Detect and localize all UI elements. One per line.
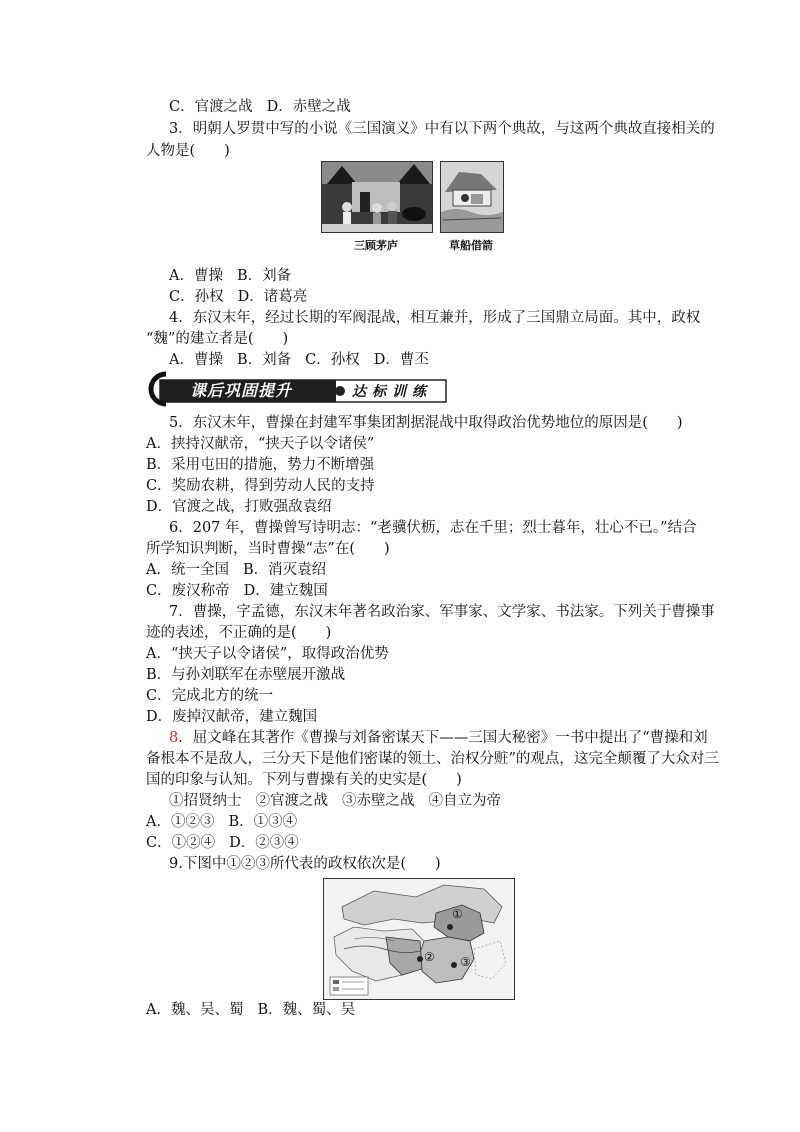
q3-stem-line2: 人物是( ) <box>146 143 230 159</box>
q8-stem-line1 <box>169 728 708 748</box>
q7-stem-line2: 迹的表述，不正确的是( ) <box>146 625 332 641</box>
q8-stem-line3: 国的印象与认知。下列与曹操有关的史实是( ) <box>146 772 462 788</box>
q9-option-a: A．魏、吴、蜀 <box>146 1002 244 1018</box>
q6-option-d: D．建立魏国 <box>243 583 328 599</box>
q9-option-b: B．魏、蜀、吴 <box>257 1002 356 1018</box>
q8-item-4: ④自立为帝 <box>428 793 501 809</box>
three-visits-caption: 三顾茅庐 <box>354 239 398 252</box>
borrowing-arrows-image <box>440 161 504 233</box>
q6-options-ab <box>146 560 326 580</box>
q8-item-2: ②官渡之战 <box>255 793 328 809</box>
q7-option-b: B．与孙刘联军在赤壁展开激战 <box>146 667 346 683</box>
q8-item-1: ①招贤纳士 <box>169 793 242 809</box>
q4-stem-line1: 4．东汉末年，经过长期的军阀混战，相互兼并，形成了三国鼎立局面。其中，政权 <box>169 310 701 326</box>
q7-option-a: A．“挟天子以令诸侯”，取得政治优势 <box>146 646 389 662</box>
map-label-3: ③ <box>460 955 471 969</box>
q5-option-d: D．官渡之战，打败强敌袁绍 <box>146 499 332 515</box>
q4-stem-line2: “魏”的建立者是( ) <box>146 331 289 347</box>
q9-stem: 9.下图中①②③所代表的政权依次是( ) <box>169 856 441 872</box>
q9-options-ab <box>146 1000 355 1020</box>
q7-option-c: C．完成北方的统一 <box>146 688 274 704</box>
map-label-1: ① <box>452 907 463 921</box>
q8-option-b: B．①③④ <box>228 814 298 830</box>
three-visits-image <box>321 161 433 233</box>
q5-option-a: A．挟持汉献帝，“挟天子以令诸侯” <box>146 436 375 452</box>
banner-subtitle: 达标训练 <box>352 384 432 400</box>
q3-option-b: B．刘备 <box>236 268 292 284</box>
q2-options-cd <box>169 97 351 117</box>
q4-option-a: A．曹操 <box>169 352 223 368</box>
q5-option-c: C．奖励农耕，得到劳动人民的支持 <box>146 478 375 494</box>
section-banner <box>146 371 448 407</box>
q4-option-d: D．曹丕 <box>373 352 429 368</box>
q7-option-d: D．废掉汉献帝，建立魏国 <box>146 709 318 725</box>
q6-stem-line1: 6．207 年，曹操曾写诗明志：“老骥伏枥，志在千里；烈士暮年，壮心不已。”结合 <box>169 520 697 536</box>
q3-options-ab <box>169 266 291 286</box>
q5-stem: 5．东汉末年，曹操在封建军事集团割据混战中取得政治优势地位的原因是( ) <box>169 415 683 431</box>
q8-items <box>169 791 501 811</box>
q3-stem-line1: 3．明朝人罗贯中写的小说《三国演义》中有以下两个典故，与这两个典故直接相关的 <box>169 121 715 137</box>
q8-item-3: ③赤壁之战 <box>342 793 415 809</box>
q4-option-b: B．刘备 <box>236 352 292 368</box>
q3-option-c: C．孙权 <box>169 289 224 305</box>
map-label-2: ② <box>424 950 435 964</box>
q7-stem-line1: 7．曹操，字孟德，东汉末年著名政治家、军事家、文学家、书法家。下列关于曹操事 <box>169 604 715 620</box>
q2-option-c: C．官渡之战 <box>169 99 253 115</box>
borrowing-arrows-caption: 草船借箭 <box>449 239 493 252</box>
q8-option-a: A．①②③ <box>146 814 215 830</box>
q3-option-a: A．曹操 <box>169 268 223 284</box>
q8-option-d: D．②③④ <box>229 835 299 851</box>
three-kingdoms-map <box>323 878 515 1000</box>
q3-option-d: D．诸葛亮 <box>237 289 308 305</box>
q6-option-c: C．废汉称帝 <box>146 583 230 599</box>
q4-option-c: C．孙权 <box>305 352 360 368</box>
q8-options-ab <box>146 812 297 832</box>
q8-stem-line2: 备根本不是敌人，三分天下是他们密谋的领土、治权分赃”的观点，这完全颠覆了大众对三 <box>146 751 719 767</box>
q3-options-cd <box>169 287 307 307</box>
q6-option-b: B．消灭袁绍 <box>242 562 327 578</box>
q6-option-a: A．统一全国 <box>146 562 229 578</box>
q6-stem-line2: 所学知识判断，当时曹操“志”在( ) <box>146 541 390 557</box>
q8-stem-text: ．屈文峰在其著作《曹操与刘备密谋天下——三国大秘密》一书中提出了“曹操和刘 <box>178 730 708 746</box>
q2-option-d: D．赤壁之战 <box>266 99 351 115</box>
banner-title: 课后巩固提升 <box>190 381 293 400</box>
q8-options-cd <box>146 833 299 853</box>
q8-number: 8 <box>169 730 179 746</box>
q6-options-cd <box>146 581 328 601</box>
q4-options <box>169 350 429 370</box>
q5-option-b: B．采用屯田的措施，势力不断增强 <box>146 457 375 473</box>
q8-option-c: C．①②④ <box>146 835 216 851</box>
